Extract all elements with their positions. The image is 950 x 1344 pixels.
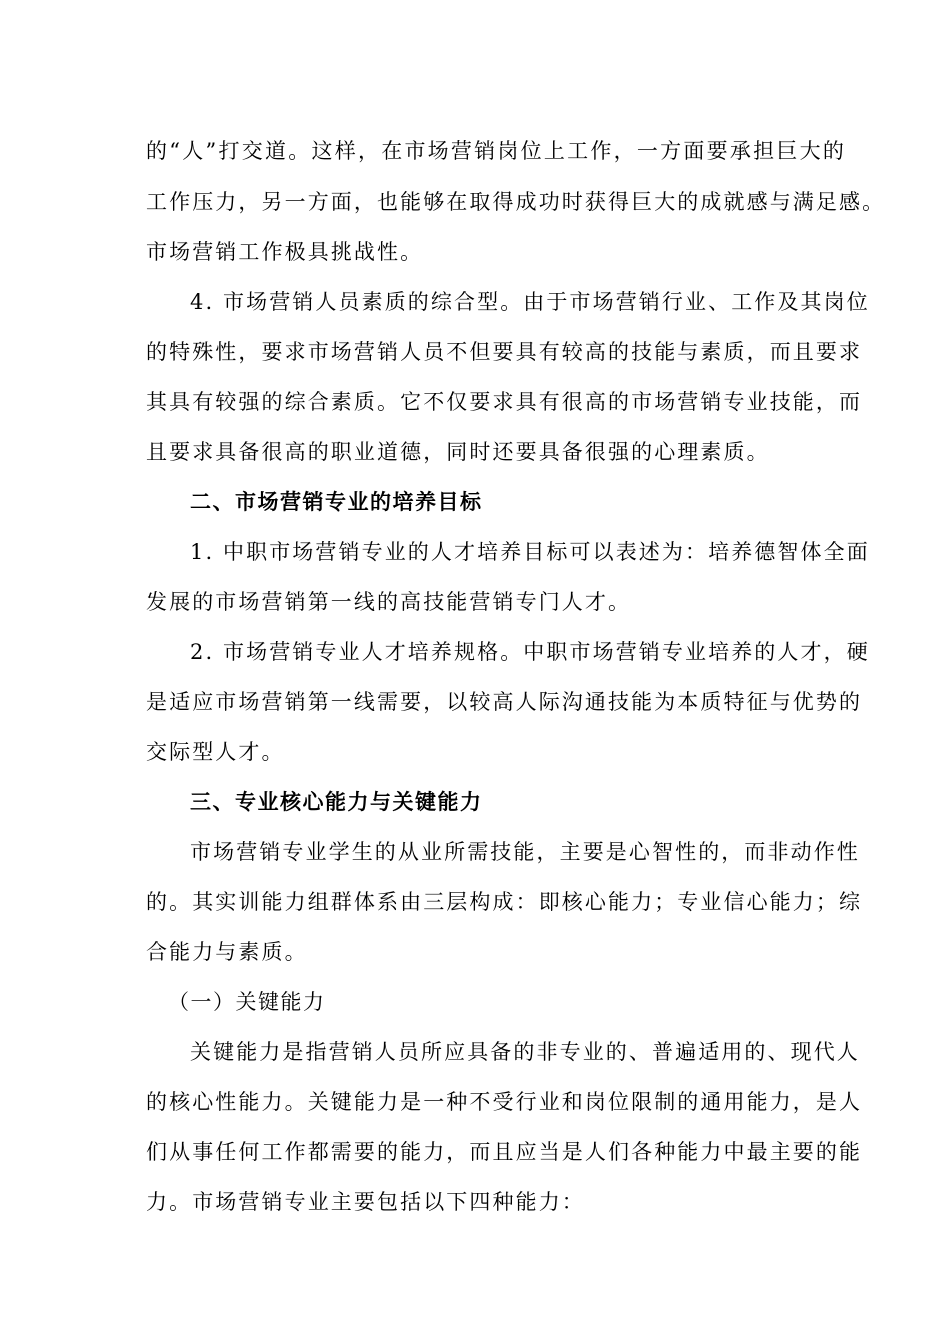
section-heading: 三、专业核心能力与关键能力	[190, 789, 483, 814]
paragraph-line: 力。市场营销专业主要包括以下四种能力：	[146, 1190, 585, 1214]
paragraph-line: 其具有较强的综合素质。它不仅要求具有很高的市场营销专业技能，而	[146, 390, 863, 414]
paragraph-line: 关键能力是指营销人员所应具备的非专业的、普遍适用的、现代人	[190, 1040, 860, 1064]
paragraph-line: 的核心性能力。关键能力是一种不受行业和岗位限制的通用能力，是人	[146, 1090, 863, 1114]
paragraph-line: 市场营销专业学生的从业所需技能，主要是心智性的，而非动作性	[190, 840, 860, 864]
paragraph-line: 工作压力，另一方面，也能够在取得成功时获得巨大的成就感与满足感。	[146, 190, 886, 214]
paragraph-line: 2. 市场营销专业人才培养规格。中职市场营销专业培养的人才，硬	[190, 640, 870, 664]
paragraph-line: 是适应市场营销第一线需要，以较高人际沟通技能为本质特征与优势的	[146, 690, 863, 714]
paragraph-line: 1. 中职市场营销专业的人才培养目标可以表述为：培养德智体全面	[190, 540, 870, 564]
paragraph-line: 们从事任何工作都需要的能力，而且应当是人们各种能力中最主要的能	[146, 1140, 863, 1164]
paragraph-line: 发展的市场营销第一线的高技能营销专门人才。	[146, 590, 632, 614]
paragraph-line: 且要求具备很高的职业道德，同时还要具备很强的心理素质。	[146, 440, 770, 464]
paragraph-line: 交际型人才。	[146, 740, 285, 764]
paragraph-line: 4. 市场营销人员素质的综合型。由于市场营销行业、工作及其岗位	[190, 290, 870, 314]
paragraph-line: 市场营销工作极具挑战性。	[146, 240, 424, 264]
paragraph-line: 合能力与素质。	[146, 940, 308, 964]
subsection-heading: （一）关键能力	[168, 990, 326, 1014]
section-heading: 二、市场营销专业的培养目标	[190, 489, 483, 514]
paragraph-line: 的“人”打交道。这样，在市场营销岗位上工作，一方面要承担巨大的	[146, 139, 846, 163]
paragraph-line: 的特殊性，要求市场营销人员不但要具有较高的技能与素质，而且要求	[146, 340, 863, 364]
paragraph-line: 的。其实训能力组群体系由三层构成：即核心能力；专业信心能力；综	[146, 890, 863, 914]
